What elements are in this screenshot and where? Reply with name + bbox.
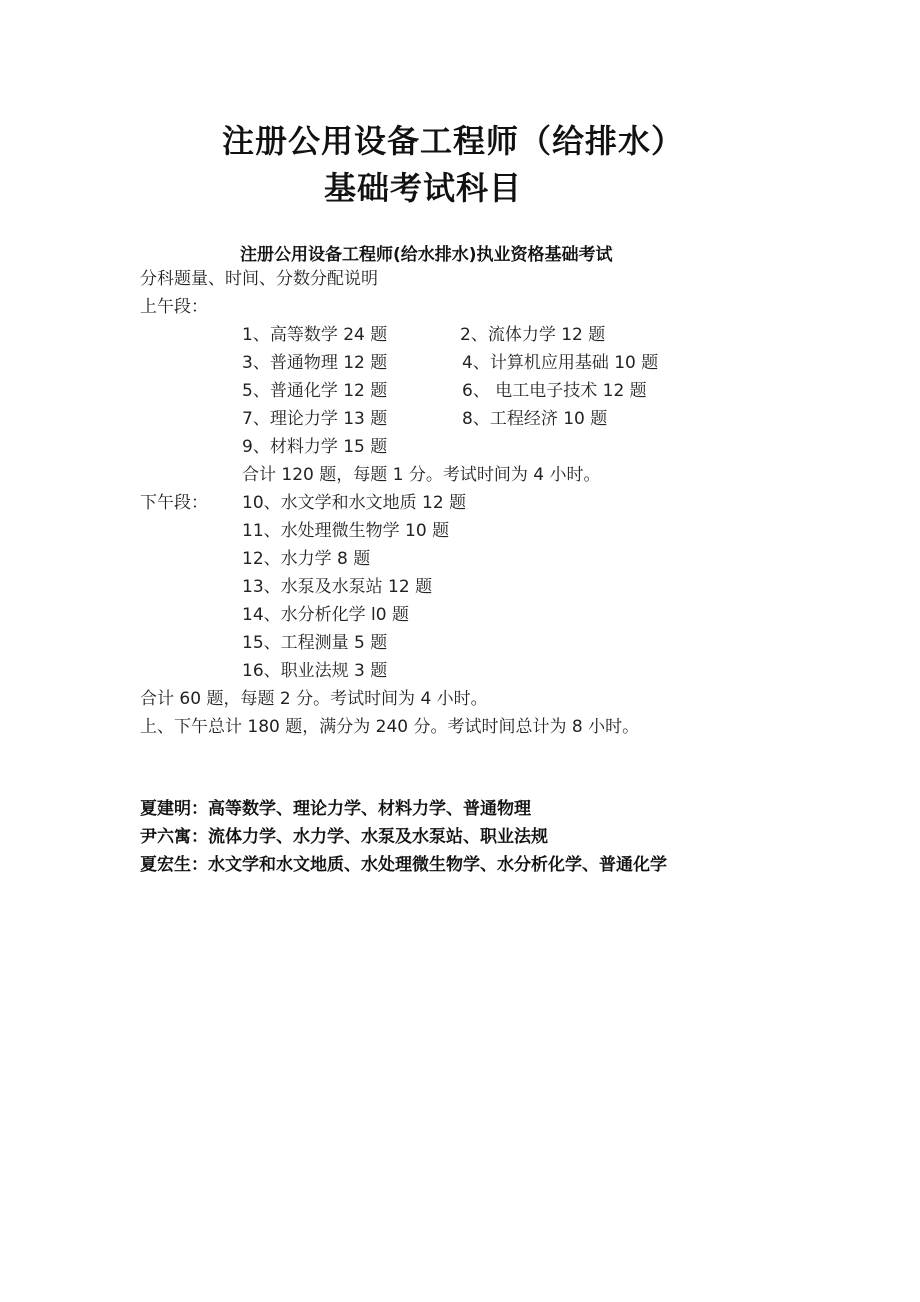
- intro-text: 分科题量、时间、分数分配说明: [140, 269, 378, 289]
- afternoon-subject: 15、工程测量 5 题: [242, 633, 388, 653]
- morning-subject: 6、 电工电子技术 12 题: [462, 381, 647, 401]
- afternoon-subject: 10、水文学和水文地质 12 题: [242, 493, 467, 513]
- morning-label: 上午段：: [140, 297, 208, 317]
- morning-subject: 3、普通物理 12 题: [242, 353, 388, 373]
- assignment-line: 夏建明：高等数学、理论力学、材料力学、普通物理: [140, 799, 531, 819]
- afternoon-subject: 11、水处理微生物学 10 题: [242, 521, 450, 541]
- afternoon-total: 合计 60 题，每题 2 分。考试时间为 4 小时。: [140, 689, 488, 709]
- grand-total: 上、下午总计 180 题，满分为 240 分。考试时间总计为 8 小时。: [140, 717, 640, 737]
- afternoon-subject: 14、水分析化学 l0 题: [242, 605, 409, 625]
- afternoon-subject: 13、水泵及水泵站 12 题: [242, 577, 433, 597]
- assignment-line: 尹六寓：流体力学、水力学、水泵及水泵站、职业法规: [140, 827, 548, 847]
- morning-subject: 1、高等数学 24 题: [242, 325, 388, 345]
- document-title-line1: 注册公用设备工程师（给排水）: [222, 122, 685, 160]
- document-subtitle: 注册公用设备工程师(给水排水)执业资格基础考试: [240, 245, 613, 265]
- afternoon-subject: 16、职业法规 3 题: [242, 661, 388, 681]
- afternoon-label: 下午段：: [140, 493, 208, 513]
- morning-subject: 8、工程经济 10 题: [462, 409, 608, 429]
- morning-subject: 4、计算机应用基础 10 题: [462, 353, 659, 373]
- morning-subject: 5、普通化学 12 题: [242, 381, 388, 401]
- assignment-line: 夏宏生：水文学和水文地质、水处理微生物学、水分析化学、普通化学: [140, 855, 667, 875]
- document-title-line2: 基础考试科目: [324, 169, 523, 207]
- afternoon-subject: 12、水力学 8 题: [242, 549, 371, 569]
- morning-subject: 7、理论力学 13 题: [242, 409, 388, 429]
- morning-subject: 2、流体力学 12 题: [460, 325, 606, 345]
- morning-total: 合计 120 题，每题 1 分。考试时间为 4 小时。: [242, 465, 601, 485]
- morning-subject: 9、材料力学 15 题: [242, 437, 388, 457]
